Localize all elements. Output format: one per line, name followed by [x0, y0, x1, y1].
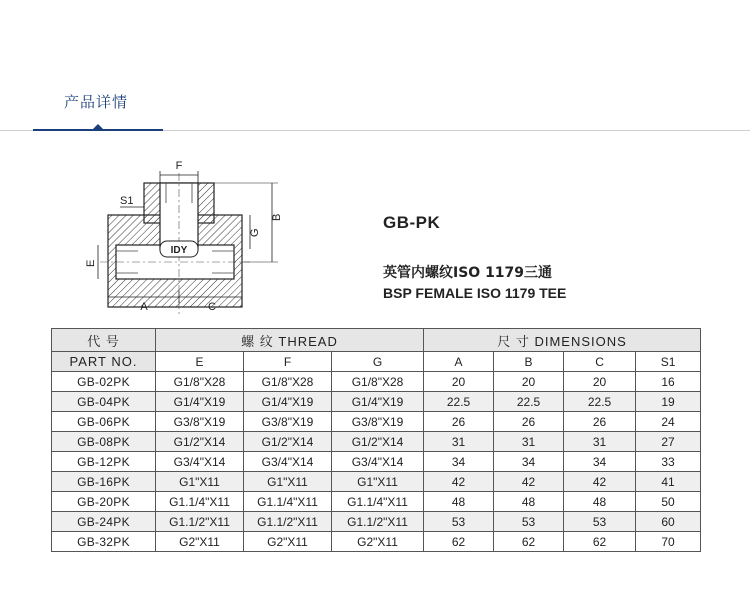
cell-part-no: GB-16PK — [52, 472, 156, 492]
cell-f: G3/4"X14 — [244, 452, 332, 472]
cell-part-no: GB-24PK — [52, 512, 156, 532]
cell-s1: 27 — [636, 432, 701, 452]
cell-f: G1"X11 — [244, 472, 332, 492]
cell-e: G2"X11 — [156, 532, 244, 552]
section-divider-accent — [33, 129, 163, 131]
header-thread: 螺 纹 THREAD — [156, 329, 424, 352]
table-row — [52, 492, 701, 512]
cell-b: 42 — [494, 472, 564, 492]
header-code: 代 号 — [52, 329, 156, 352]
cell-b: 26 — [494, 412, 564, 432]
cell-part-no: GB-06PK — [52, 412, 156, 432]
table-row — [52, 532, 701, 552]
cell-g: G2"X11 — [332, 532, 424, 552]
cell-c: 53 — [564, 512, 636, 532]
cell-e: G1/4"X19 — [156, 392, 244, 412]
drawing-label-e: E — [85, 259, 97, 267]
cell-part-no: GB-20PK — [52, 492, 156, 512]
cell-e: G1.1/4"X11 — [156, 492, 244, 512]
cell-f: G1/4"X19 — [244, 392, 332, 412]
cell-f: G1/8"X28 — [244, 372, 332, 392]
cell-f: G3/8"X19 — [244, 412, 332, 432]
cell-e: G1/2"X14 — [156, 432, 244, 452]
header-b: B — [494, 352, 564, 372]
cell-c: 26 — [564, 412, 636, 432]
product-model: GB-PK — [383, 213, 441, 232]
cell-e: G3/4"X14 — [156, 452, 244, 472]
cell-s1: 50 — [636, 492, 701, 512]
table-group-header-row — [52, 329, 701, 352]
cell-part-no: GB-02PK — [52, 372, 156, 392]
product-name-cn: 英管内螺纹ISO 1179三通 — [383, 265, 553, 281]
header-e: E — [156, 352, 244, 372]
cell-e: G1.1/2"X11 — [156, 512, 244, 532]
cell-s1: 41 — [636, 472, 701, 492]
drawing-label-s1: S1 — [120, 195, 134, 207]
cell-a: 62 — [424, 532, 494, 552]
cell-g: G1.1/4"X11 — [332, 492, 424, 512]
section-title: 产品详情 — [64, 93, 129, 111]
header-dimensions: 尺 寸 DIMENSIONS — [424, 329, 701, 352]
cell-g: G3/4"X14 — [332, 452, 424, 472]
table-row — [52, 512, 701, 532]
cell-a: 22.5 — [424, 392, 494, 412]
cell-a: 31 — [424, 432, 494, 452]
cell-a: 42 — [424, 472, 494, 492]
cell-b: 31 — [494, 432, 564, 452]
cell-g: G1/4"X19 — [332, 392, 424, 412]
cell-part-no: GB-04PK — [52, 392, 156, 412]
drawing-label-g: G — [249, 228, 261, 237]
cell-s1: 24 — [636, 412, 701, 432]
cell-s1: 70 — [636, 532, 701, 552]
table-row — [52, 432, 701, 452]
cell-b: 34 — [494, 452, 564, 472]
cell-e: G3/8"X19 — [156, 412, 244, 432]
cell-c: 22.5 — [564, 392, 636, 412]
cell-part-no: GB-32PK — [52, 532, 156, 552]
cell-c: 48 — [564, 492, 636, 512]
cell-s1: 19 — [636, 392, 701, 412]
header-c: C — [564, 352, 636, 372]
cell-g: G1/2"X14 — [332, 432, 424, 452]
cell-e: G1"X11 — [156, 472, 244, 492]
table-row — [52, 412, 701, 432]
cell-g: G1/8"X28 — [332, 372, 424, 392]
drawing-label-c: C — [208, 301, 216, 313]
tee-fitting-drawing — [80, 155, 290, 315]
cell-c: 62 — [564, 532, 636, 552]
section-divider-notch — [93, 124, 103, 129]
drawing-brand-label: IDY — [170, 245, 188, 256]
spec-table — [51, 328, 701, 552]
cell-f: G2"X11 — [244, 532, 332, 552]
cell-part-no: GB-12PK — [52, 452, 156, 472]
cell-f: G1/2"X14 — [244, 432, 332, 452]
product-name-en: BSP FEMALE ISO 1179 TEE — [383, 285, 567, 301]
cell-b: 48 — [494, 492, 564, 512]
cell-c: 31 — [564, 432, 636, 452]
header-part-no: PART NO. — [52, 352, 156, 372]
table-column-header-row — [52, 352, 701, 372]
cell-b: 22.5 — [494, 392, 564, 412]
cell-g: G1"X11 — [332, 472, 424, 492]
header-f: F — [244, 352, 332, 372]
header-s1: S1 — [636, 352, 701, 372]
table-row — [52, 372, 701, 392]
cell-s1: 16 — [636, 372, 701, 392]
cell-b: 20 — [494, 372, 564, 392]
cell-g: G3/8"X19 — [332, 412, 424, 432]
cell-a: 53 — [424, 512, 494, 532]
cell-part-no: GB-08PK — [52, 432, 156, 452]
header-a: A — [424, 352, 494, 372]
cell-a: 48 — [424, 492, 494, 512]
table-row — [52, 472, 701, 492]
cell-c: 34 — [564, 452, 636, 472]
drawing-label-a: A — [140, 301, 148, 313]
cell-f: G1.1/4"X11 — [244, 492, 332, 512]
cell-s1: 33 — [636, 452, 701, 472]
table-row — [52, 392, 701, 412]
drawing-label-b: B — [271, 213, 283, 221]
cell-s1: 60 — [636, 512, 701, 532]
cell-b: 62 — [494, 532, 564, 552]
cell-b: 53 — [494, 512, 564, 532]
cell-g: G1.1/2"X11 — [332, 512, 424, 532]
table-row — [52, 452, 701, 472]
header-g: G — [332, 352, 424, 372]
cell-a: 34 — [424, 452, 494, 472]
cell-c: 42 — [564, 472, 636, 492]
cell-a: 20 — [424, 372, 494, 392]
cell-a: 26 — [424, 412, 494, 432]
cell-e: G1/8"X28 — [156, 372, 244, 392]
drawing-label-f: F — [175, 160, 183, 172]
cell-f: G1.1/2"X11 — [244, 512, 332, 532]
cell-c: 20 — [564, 372, 636, 392]
